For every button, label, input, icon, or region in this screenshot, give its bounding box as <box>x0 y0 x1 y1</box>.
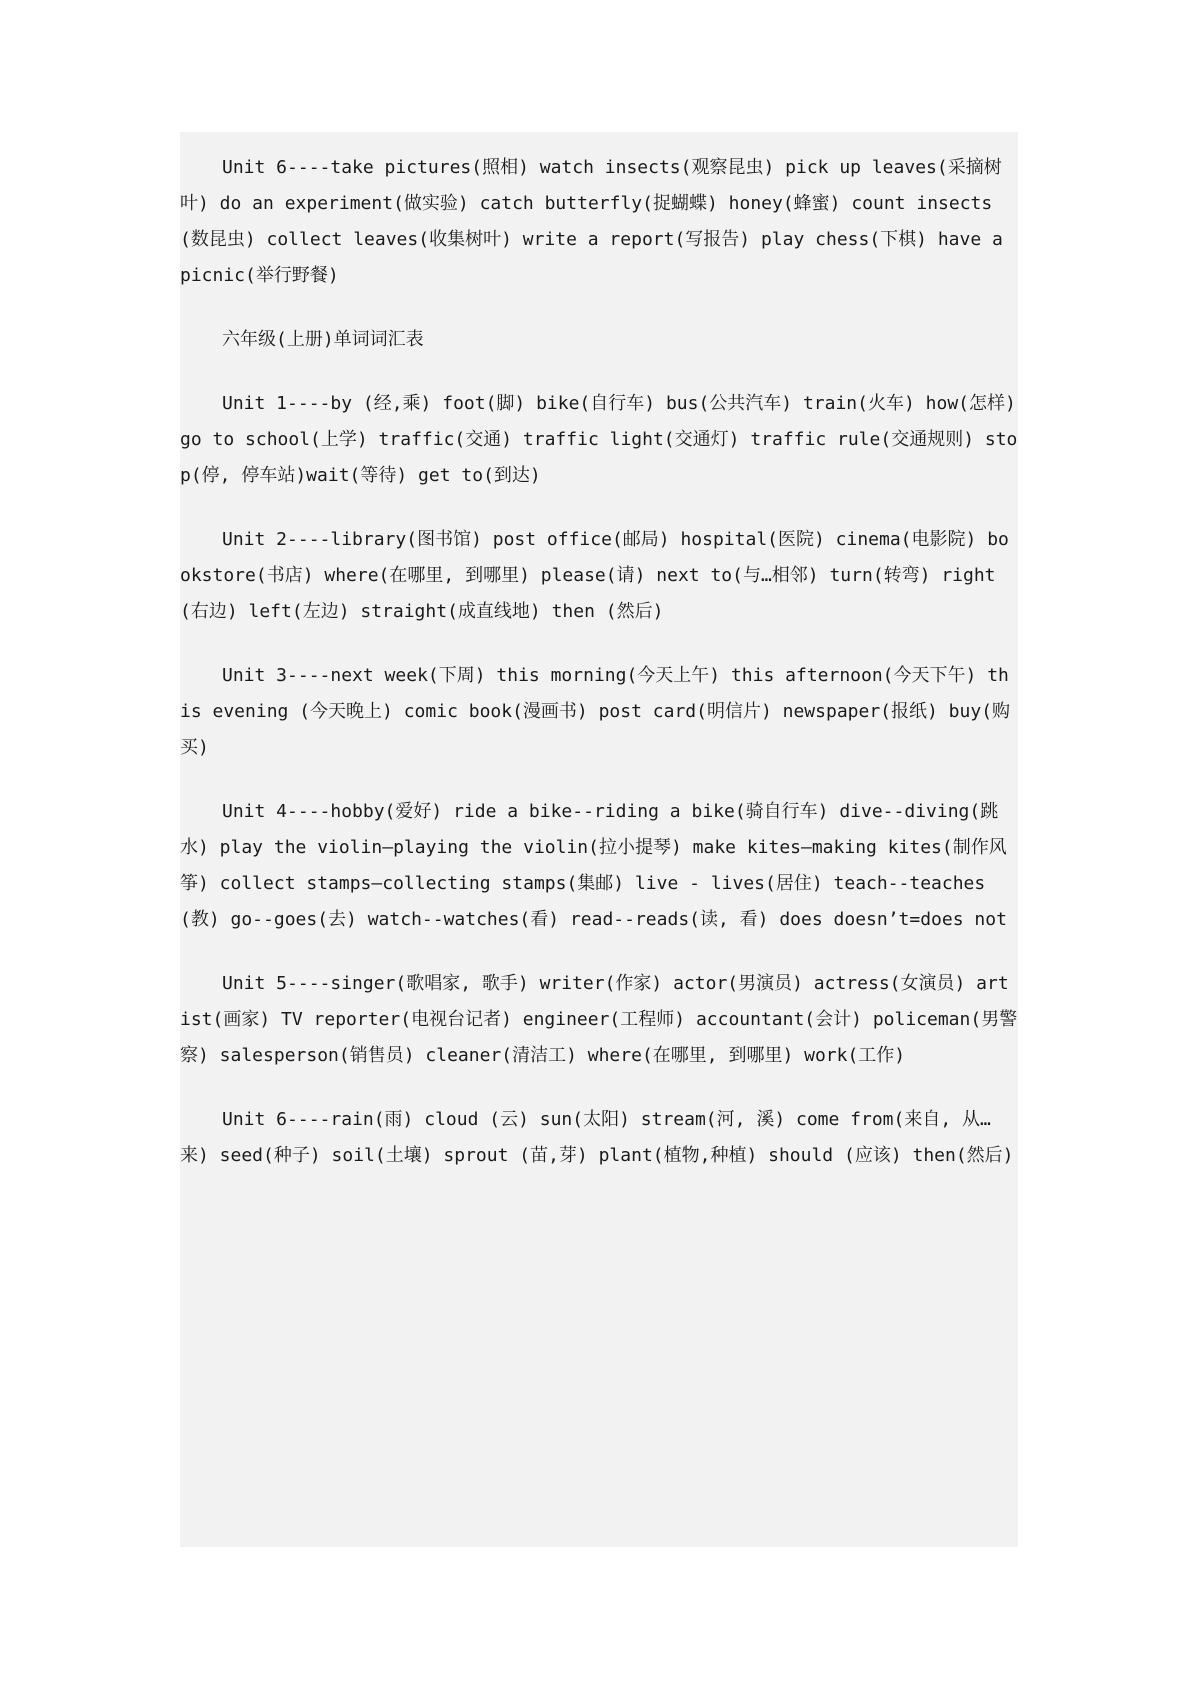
paragraph-unit-6: Unit 6----rain(雨) cloud (云) sun(太阳) stream(河, 溪) come from(来自, 从…来) seed(种子) soil(土壤) sprout (苗,芽) plant(植物,种植) should (应该) then(然后) <box>180 1109 1014 1166</box>
paragraph-unit-3: Unit 3----next week(下周) this morning(今天上午) this afternoon(今天下午) this evening (今天晚上) comic book(漫画书) post card(明信片) newspaper(报纸) buy(购买) <box>180 665 1011 758</box>
paragraph-unit-2: Unit 2----library(图书馆) post office(邮局) hospital(医院) cinema(电影院) bookstore(书店) where(在哪里, 到哪里) please(请) next to(与…相邻) turn(转弯) right (右边) left(左边) straight(成直线地) then (然后) <box>180 529 1009 622</box>
paragraph-unit-1: Unit 1----by (经,乘) foot(脚) bike(自行车) bus(公共汽车) train(火车) how(怎样) go to school(上学) traffic(交通) traffic light(交通灯) traffic rule(交通规则) stop(停, 停车站)wait(等待) get to(到达) <box>180 393 1018 486</box>
paragraph-unit-6-previous: Unit 6----take pictures(照相) watch insects(观察昆虫) pick up leaves(采摘树叶) do an experiment(做实验) catch butterfly(捉蝴蝶) honey(蜂蜜) count insects(数昆虫) collect leaves(收集树叶) write a report(写报告) play chess(下棋) have a picnic(举行野餐) <box>180 157 1003 286</box>
section-title: 六年级(上册)单词词汇表 <box>222 329 424 350</box>
paragraph-unit-5: Unit 5----singer(歌唱家, 歌手) writer(作家) actor(男演员) actress(女演员) artist(画家) TV reporter(电视台记者) engineer(工程师) accountant(会计) policeman(男警察) salesperson(销售员) cleaner(清洁工) where(在哪里, 到哪里) work(工作) <box>180 973 1018 1066</box>
document-body <box>180 150 1018 1202</box>
paragraph-unit-4: Unit 4----hobby(爱好) ride a bike--riding a bike(骑自行车) dive--diving(跳水) play the violin—playing the violin(拉小提琴) make kites—making kites(制作风筝) collect stamps—collecting stamps(集邮) live - lives(居住) teach--teaches(教) go--goes(去) watch--watches(看) read--reads(读, 看) does doesn’t=does not <box>180 801 1007 930</box>
